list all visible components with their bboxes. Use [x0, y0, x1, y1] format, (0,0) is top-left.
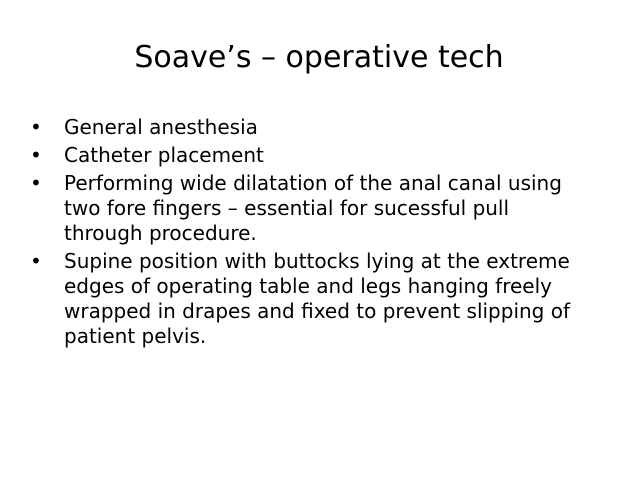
bullet-item [30, 249, 590, 349]
bullet-icon: • [30, 171, 42, 195]
bullet-text: Performing wide dilatation of the anal canal using two fore fingers – essential for sucessful pull through procedure. [64, 171, 562, 245]
bullet-icon: • [30, 143, 42, 167]
slide-title: Soave’s – operative tech [134, 40, 504, 75]
bullet-icon: • [30, 115, 42, 139]
bullet-list [30, 115, 590, 352]
bullet-text: Supine position with buttocks lying at the extreme edges of operating table and legs hanging freely wrapped in drapes and fixed to prevent slipping of patient pelvis. [64, 249, 571, 348]
bullet-text: Catheter placement [64, 143, 264, 167]
bullet-item [30, 143, 590, 168]
bullet-text: General anesthesia [64, 115, 258, 139]
bullet-item [30, 115, 590, 140]
bullet-item [30, 171, 590, 246]
bullet-icon: • [30, 249, 42, 273]
